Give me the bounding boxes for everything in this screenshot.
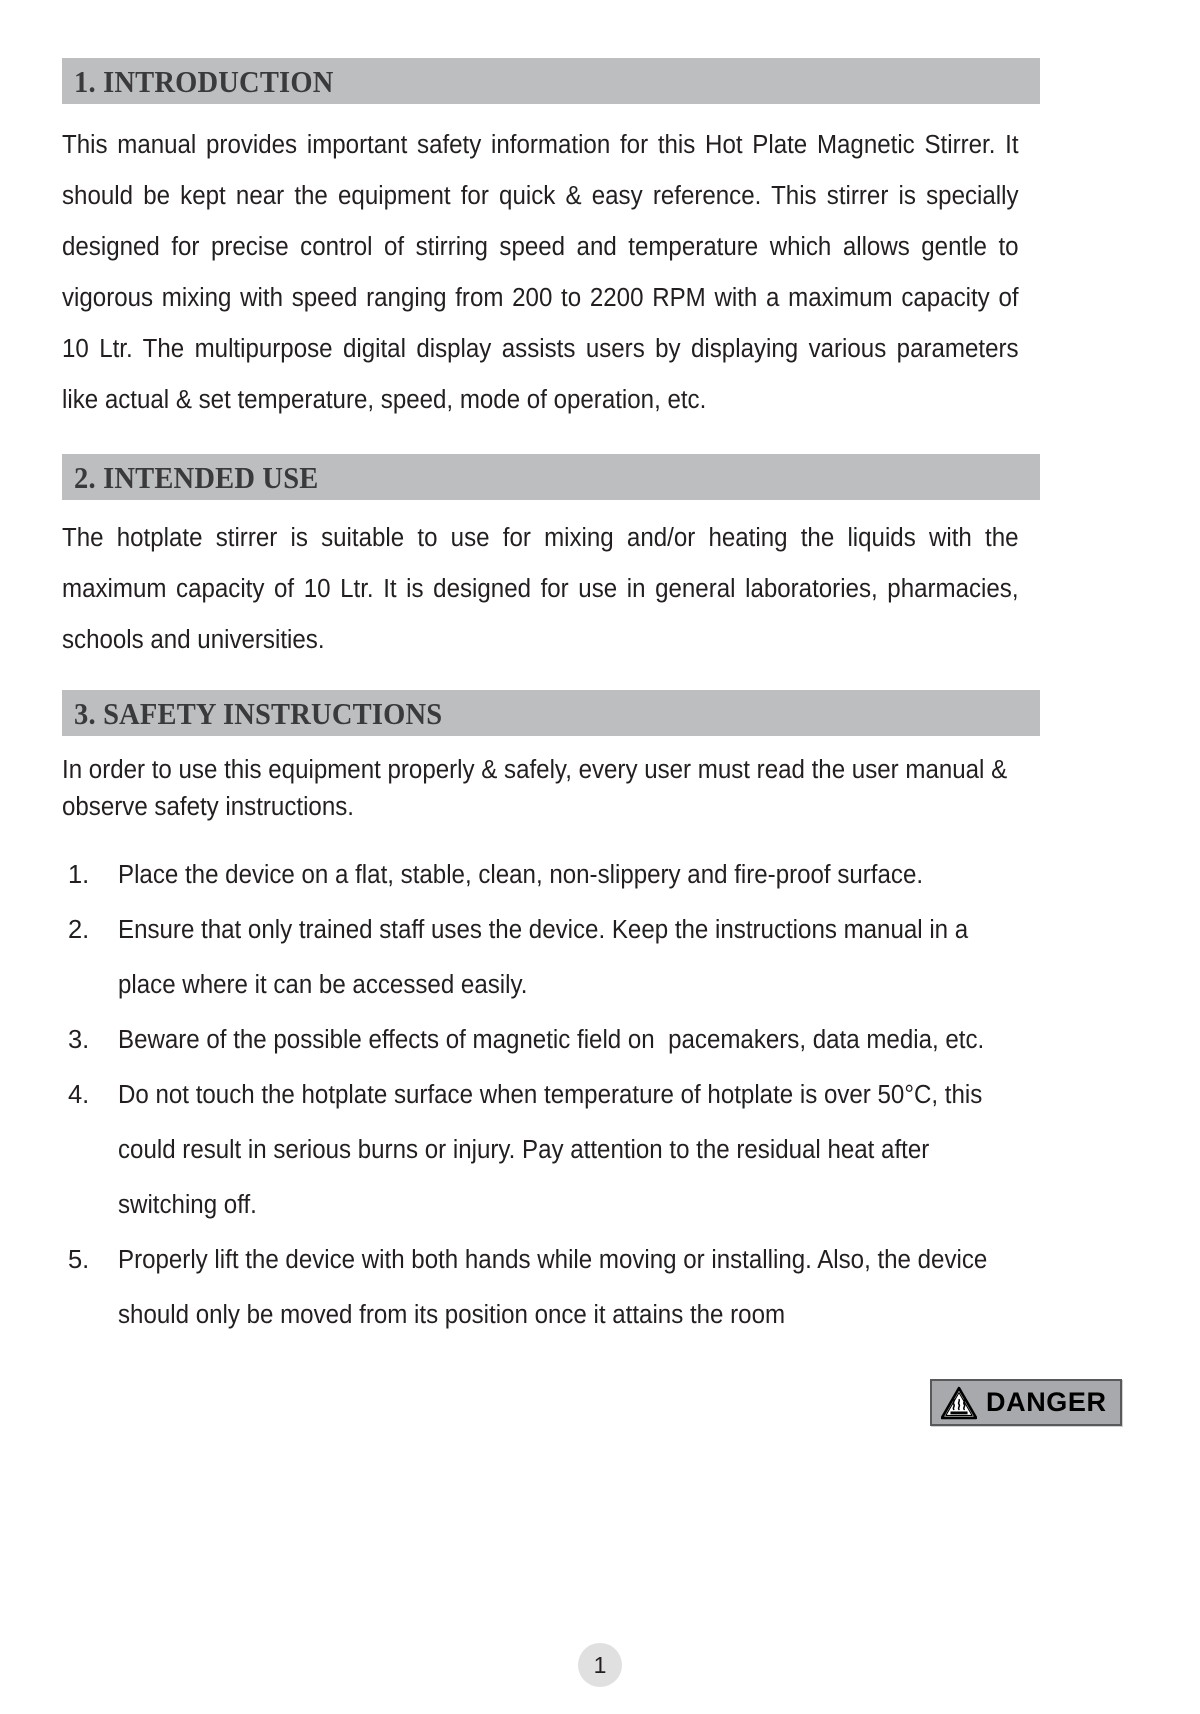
list-item-text: Beware of the possible effects of magnetic field on pacemakers, data media, etc. [118,1026,985,1054]
list-item-text: Ensure that only trained staff uses the device. Keep the instructions manual in a place where it can be accessed easily. [118,916,975,999]
safety-intro-paragraph: In order to use this equipment properly & safely, every user must read the user manual & observe safety instructions. [62,756,1008,821]
list-item-number: 5. [68,1246,90,1274]
list-item-number: 4. [68,1081,90,1109]
list-item-number: 3. [68,1026,90,1054]
section-heading-label: 2. INTENDED USE [74,459,319,495]
section-heading-safety-instructions [62,690,1040,736]
page-number: 1 [578,1643,622,1687]
spacer [62,426,1040,454]
list-item [62,848,1040,903]
danger-badge-label: DANGER [986,1387,1107,1417]
list-item-text: Properly lift the device with both hands while moving or installing. Also, the device should only be moved from its position once it attains the room [118,1246,995,1329]
section-heading-introduction [62,58,1040,104]
section-heading-label: 1. INTRODUCTION [74,63,334,99]
page-content [62,58,1040,1343]
section-heading-label: 3. SAFETY INSTRUCTIONS [74,695,443,731]
section-heading-intended-use [62,454,1040,500]
list-item-text: Do not touch the hotplate surface when temperature of hotplate is over 50°C, this could result in serious burns or injury. Pay attention to the residual heat after switching off. [118,1081,989,1219]
introduction-paragraph: This manual provides important safety information for this Hot Plate Magnetic Stirrer. It should be kept near the equipment for quick & easy reference. This stirrer is specially designed for precise control of stirring speed and temperature which allows gentle to vigorous mixing with speed ranging from 200 to 2200 RPM with a maximum capacity of 10 Ltr. The multipurpose digital display assists users by displaying various parameters like actual & set temperature, speed, mode of operation, etc. [62,131,1019,414]
intended-use-paragraph: The hotplate stirrer is suitable to use for mixing and/or heating the liquids with the maximum capacity of 10 Ltr. It is designed for use in general laboratories, pharmacies, schools and universities. [62,524,1019,654]
list-item-number: 1. [68,861,90,889]
spacer [62,826,1040,848]
list-item [62,903,1040,1013]
page-footer [0,1643,1200,1687]
spacer [62,666,1040,690]
list-item [62,1068,1040,1233]
list-item [62,1233,1040,1343]
safety-instructions-list [62,848,1040,1343]
danger-badge [930,1379,1122,1426]
hot-surface-warning-icon [941,1386,977,1420]
list-item-number: 2. [68,916,90,944]
list-item-text: Place the device on a flat, stable, clean, non-slippery and fire-proof surface. [118,861,924,889]
list-item [62,1013,1040,1068]
